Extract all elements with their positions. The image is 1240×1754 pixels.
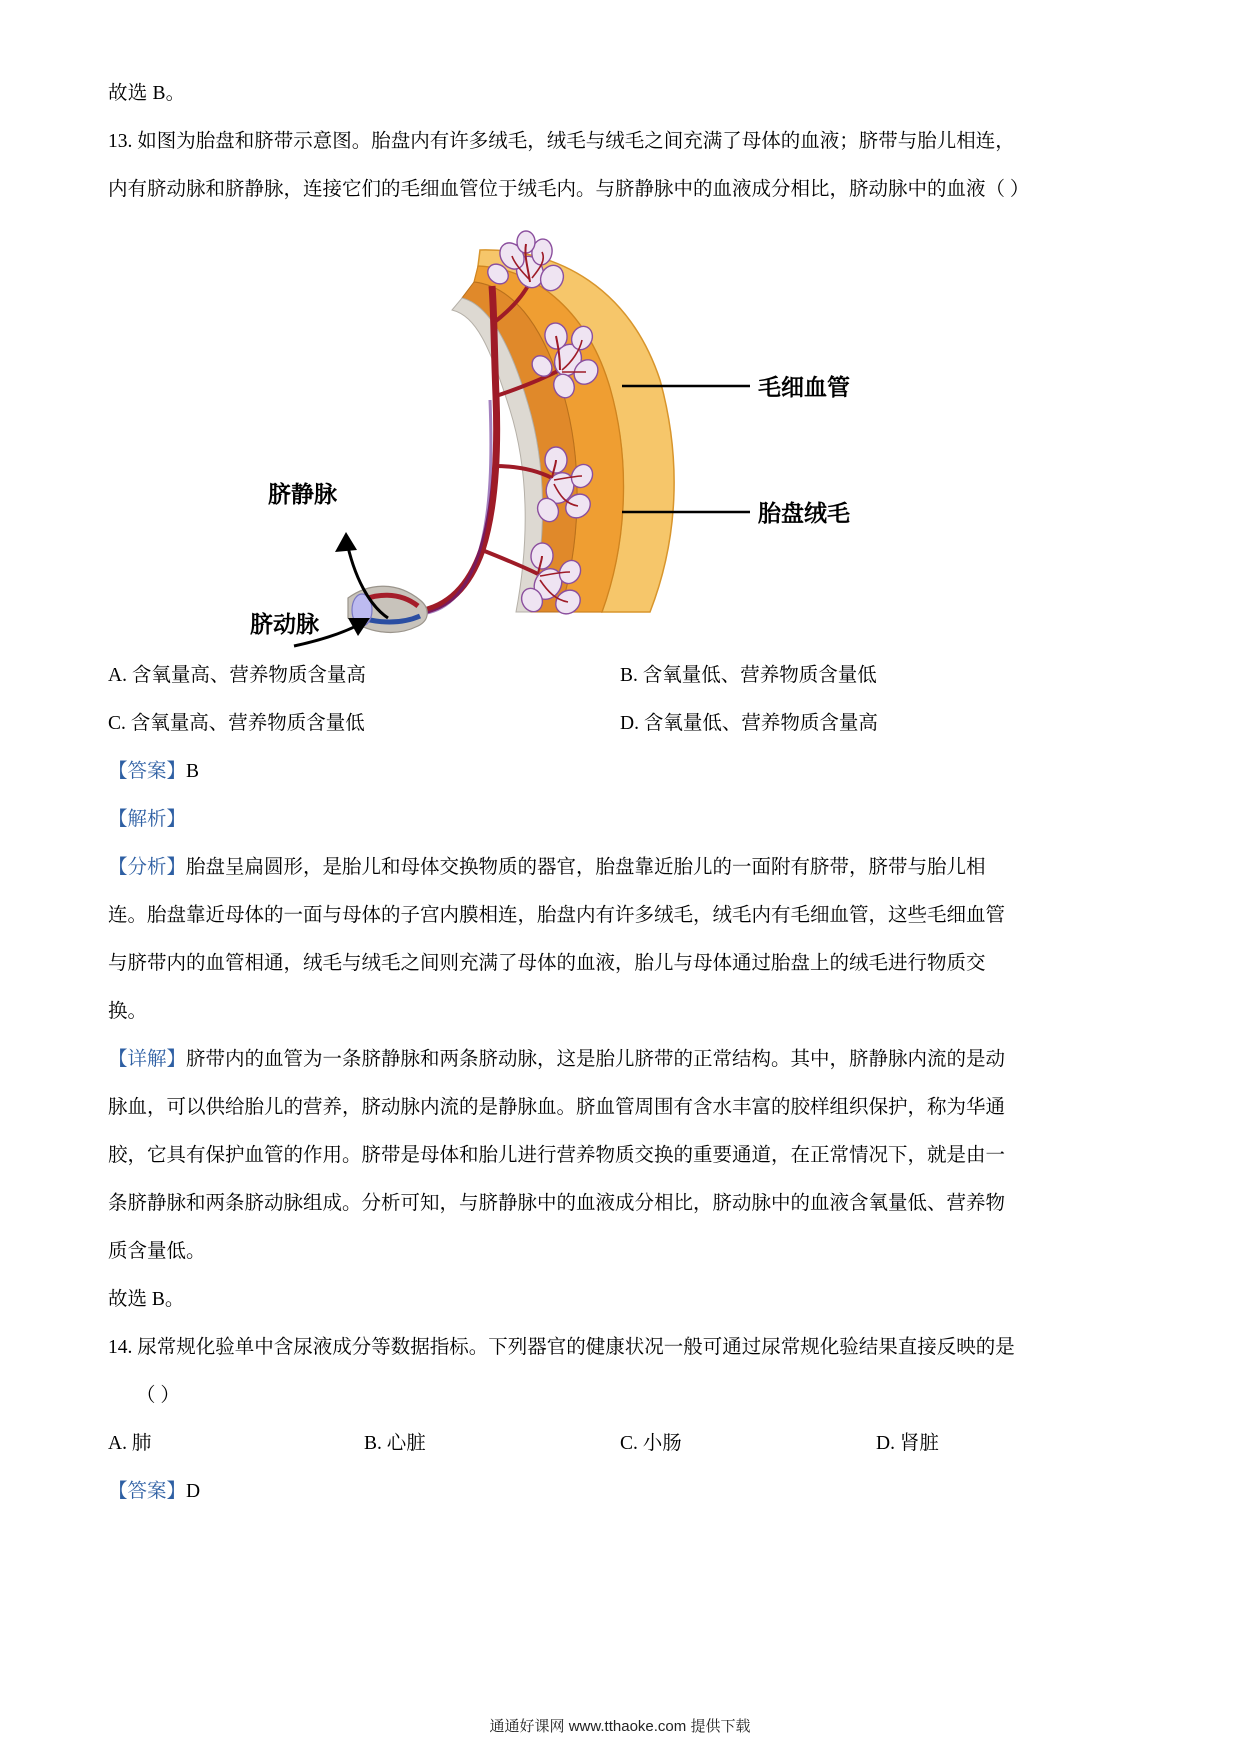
question-14-options-row bbox=[108, 1420, 1132, 1468]
question-13-detail-line5: 质含量低。 bbox=[108, 1241, 206, 1262]
question-13-stem-text-1: 如图为胎盘和脐带示意图。胎盘内有许多绒毛，绒毛与绒毛之间充满了母体的血液；脐带与胎儿相连， bbox=[137, 131, 1015, 152]
option-b: B. 含氧量低、营养物质含量低 bbox=[620, 665, 877, 686]
question-13-options-row-2 bbox=[108, 700, 1132, 748]
question-14-stem-text-1: 尿常规化验单中含尿液成分等数据指标。下列器官的健康状况一般可通过尿常规化验结果直接反映的是 bbox=[137, 1337, 1015, 1358]
question-13-detail-line2: 脉血，可以供给胎儿的营养，脐动脉内流的是静脉血。脐血管周围有含水丰富的胶样组织保护，称为华通 bbox=[108, 1097, 1006, 1118]
answer-value: B bbox=[186, 761, 200, 782]
question-13-stem-line1 bbox=[108, 118, 1132, 166]
q14-option-b: B. 心脏 bbox=[364, 1433, 426, 1454]
question-13-analysis-line4: 换。 bbox=[108, 1001, 148, 1022]
q14-option-c: C. 小肠 bbox=[620, 1433, 682, 1454]
answer-tag: 【答案】 bbox=[108, 761, 187, 782]
option-d: D. 含氧量低、营养物质含量高 bbox=[620, 713, 878, 734]
question-14-answer bbox=[108, 1468, 1132, 1516]
question-13-conclusion: 故选 B。 bbox=[108, 1289, 185, 1310]
option-c: C. 含氧量高、营养物质含量低 bbox=[108, 713, 365, 734]
page-footer bbox=[0, 1715, 1240, 1736]
capillary-label: 毛细血管 bbox=[758, 374, 850, 400]
placental-villus-label: 胎盘绒毛 bbox=[758, 500, 850, 526]
top-conclusion: 故选 B。 bbox=[108, 83, 186, 104]
question-13-detail-line3: 胶，它具有保护血管的作用。脐带是母体和胎儿进行营养物质交换的重要通道，在正常情况下，就是由一 bbox=[108, 1145, 1006, 1166]
question-14-number: 14. bbox=[108, 1337, 133, 1358]
q14-option-a: A. 肺 bbox=[108, 1433, 152, 1454]
detail-tag: 【详解】 bbox=[108, 1049, 187, 1070]
option-a: A. 含氧量高、营养物质含量高 bbox=[108, 665, 366, 686]
question-13-stem-line2: 内有脐动脉和脐静脉，连接它们的毛细血管位于绒毛内。与脐静脉中的血液成分相比，脐动脉中的血液（ ） bbox=[108, 179, 1030, 200]
detail-text-1: 脐带内的血管为一条脐静脉和两条脐动脉，这是胎儿脐带的正常结构。其中，脐静脉内流的是动 bbox=[186, 1049, 1006, 1070]
footer-site: www.tthaoke.com bbox=[568, 1718, 687, 1735]
question-13-options-row-1 bbox=[108, 652, 1132, 700]
question-14-stem-line2: （ ） bbox=[136, 1385, 180, 1406]
question-13-explain-heading bbox=[108, 796, 1132, 844]
explain-tag: 【解析】 bbox=[108, 809, 187, 830]
q14-answer-tag: 【答案】 bbox=[108, 1481, 187, 1502]
question-13-number: 13. bbox=[108, 131, 133, 152]
q14-option-d: D. 肾脏 bbox=[876, 1433, 939, 1454]
question-13-detail-line1 bbox=[108, 1036, 1132, 1084]
question-13-analysis-line3: 与脐带内的血管相通，绒毛与绒毛之间则充满了母体的血液，胎儿与母体通过胎盘上的绒毛进行物质交 bbox=[108, 953, 986, 974]
umbilical-vessel-secondary bbox=[420, 400, 491, 614]
question-13-analysis-line2: 连。胎盘靠近母体的一面与母体的子宫内膜相连，胎盘内有许多绒毛，绒毛内有毛细血管，这些毛细血管 bbox=[108, 905, 1006, 926]
footer-suffix: 提供下载 bbox=[690, 1718, 751, 1735]
analysis-text-1: 胎盘呈扁圆形，是胎儿和母体交换物质的器官，胎盘靠近胎儿的一面附有脐带，脐带与胎儿相 bbox=[186, 857, 986, 878]
analysis-tag: 【分析】 bbox=[108, 857, 187, 878]
question-13-analysis-line1 bbox=[108, 844, 1132, 892]
question-14-stem-line1 bbox=[108, 1324, 1132, 1372]
umbilical-artery-label: 脐动脉 bbox=[250, 611, 319, 637]
placenta-umbilical-cord-diagram bbox=[108, 220, 1132, 650]
footer-prefix: 通通好课网 bbox=[489, 1718, 565, 1735]
umbilical-vein-label: 脐静脉 bbox=[268, 481, 337, 507]
question-13-detail-line4: 条脐静脉和两条脐动脉组成。分析可知，与脐静脉中的血液成分相比，脐动脉中的血液含氧量低、营养物 bbox=[108, 1193, 1006, 1214]
question-13-answer bbox=[108, 748, 1132, 796]
q14-answer-value: D bbox=[186, 1481, 201, 1502]
